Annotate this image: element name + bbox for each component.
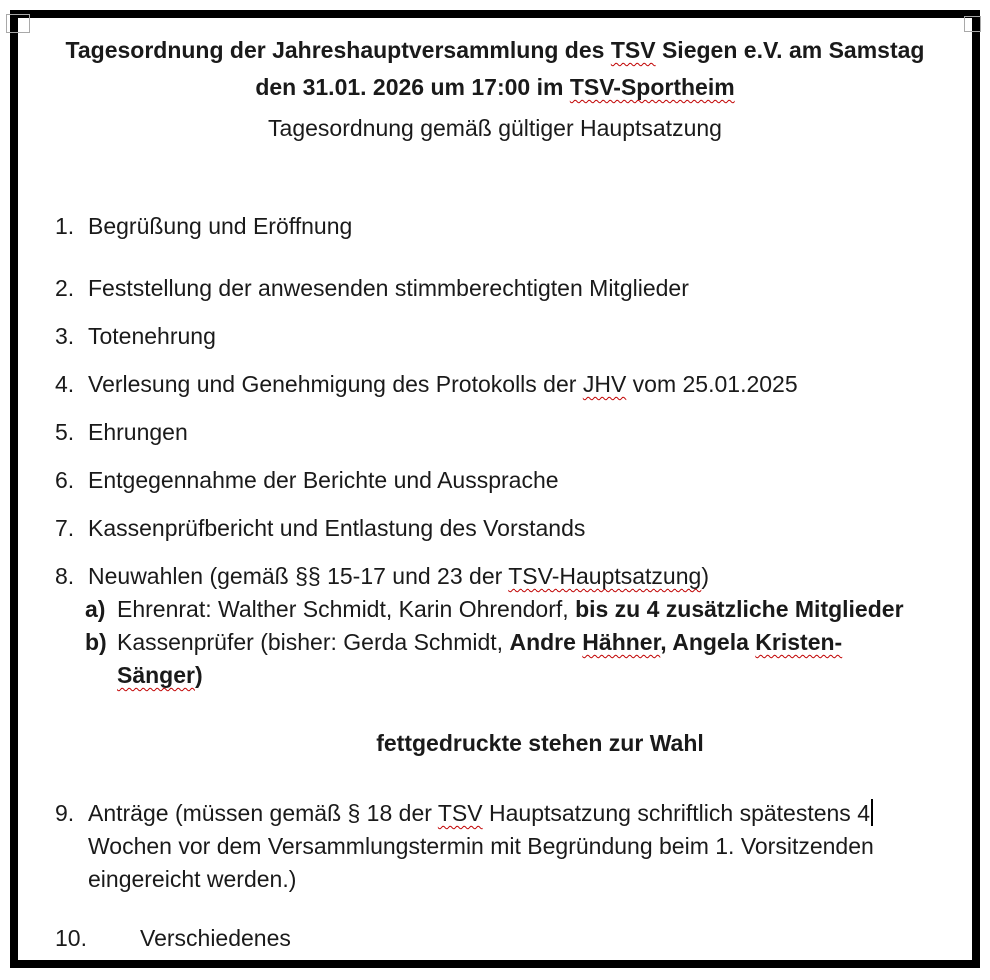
sub-item-text: , (660, 629, 673, 655)
list-item-7 (36, 512, 954, 545)
hauptsatzung-misspelled: TSV-Hauptsatzung (508, 563, 702, 589)
title-text: Tagesordnung der Jahreshauptversammlung des (65, 37, 611, 63)
item-8a-line (85, 593, 954, 626)
item-text: Anträge (müssen gemäß § 18 der (88, 800, 438, 826)
list-item-2 (36, 272, 954, 305)
item-text (88, 368, 954, 401)
candidate-name-bold: Angela (672, 629, 756, 655)
tsv-misspelled: TSV (437, 800, 483, 826)
agenda-list (36, 210, 954, 955)
candidates-bold-text: bis zu 4 zusätzliche Mitglieder (575, 596, 904, 622)
item-number: 4. (55, 371, 75, 397)
title-sportheim-misspelled: TSV-Sportheim (569, 74, 735, 100)
item-text: Hauptsatzung schriftlich spätestens 4 (482, 800, 870, 826)
candidate-name-bold: Andre (509, 629, 583, 655)
list-item-10 (36, 922, 954, 955)
item-text: Entgegennahme der Berichte und Aussprache (88, 467, 559, 493)
kristen-misspelled: Kristen- (755, 629, 843, 655)
list-item-9 (36, 797, 954, 896)
sub-item-text: Kassenprüfer (bisher: Gerda Schmidt, (117, 629, 510, 655)
item-text: Totenehrung (88, 323, 216, 349)
item-text: Feststellung der anwesenden stimmberechtigten Mitglieder (88, 275, 689, 301)
item-text: Neuwahlen (gemäß §§ 15-17 und 23 der (88, 563, 509, 589)
title-text: den 31.01. 2026 um 17:00 im (255, 74, 570, 100)
sub-item-marker-a: a) (85, 596, 106, 622)
item-number: 9. (55, 800, 75, 826)
saenger-misspelled: Sänger (117, 662, 195, 688)
item-text: Ehrungen (88, 419, 188, 445)
item-text (88, 797, 954, 896)
item-number: 6. (55, 467, 75, 493)
item-number: 7. (55, 515, 75, 541)
item-number: 5. (55, 419, 75, 445)
list-item-6 (36, 464, 954, 497)
item-number: 3. (55, 323, 75, 349)
list-item-4 (36, 368, 954, 401)
item-text: Kassenprüfbericht und Entlastung des Vorstands (88, 515, 586, 541)
subtitle: Tagesordnung gemäß gültiger Hauptsatzung (268, 115, 722, 141)
item-text: vom 25.01.2025 (626, 371, 798, 397)
item-number: 10. (55, 925, 87, 951)
item-text (88, 560, 954, 593)
list-item-8 (36, 560, 954, 692)
list-item-1 (36, 210, 954, 243)
jhv-misspelled: JHV (582, 371, 627, 397)
item-8b-continuation-line (117, 659, 954, 692)
title-text: Siegen e.V. am Samstag (655, 37, 925, 63)
election-note: fettgedruckte stehen zur Wahl (376, 730, 704, 756)
agenda-content (18, 18, 972, 960)
item-text: Begrüßung und Eröffnung (88, 213, 353, 239)
sub-item-text: Ehrenrat: Walther Schmidt, Karin Ohrendorf, (117, 596, 576, 622)
sub-item-text (117, 626, 842, 659)
item-9-line-2: Wochen vor dem Versammlungstermin mit Begründung beim 1. Vorsitzenden (88, 833, 874, 859)
item-8b-line (85, 626, 954, 659)
title-tsv-misspelled: TSV (610, 37, 656, 63)
item-text: ) (701, 563, 709, 589)
sub-item-text (117, 593, 904, 626)
list-item-5 (36, 416, 954, 449)
resize-handle-top-left[interactable] (6, 14, 30, 33)
sub-item-marker-b: b) (85, 629, 107, 655)
resize-handle-top-right[interactable] (964, 16, 981, 32)
item-text: Verlesung und Genehmigung des Protokolls der (88, 371, 583, 397)
item-8-main-line (36, 560, 954, 593)
list-item-3 (36, 320, 954, 353)
item-number: 2. (55, 275, 75, 301)
title-line-2 (36, 69, 954, 106)
sub-item-text: ) (194, 662, 203, 688)
item-number: 8. (55, 563, 75, 589)
text-cursor-caret (871, 799, 873, 826)
haehner-misspelled: Hähner (582, 629, 661, 655)
item-text: Verschiedenes (140, 925, 291, 951)
title-line-1 (36, 32, 954, 69)
item-9-line-1 (88, 797, 954, 830)
item-9-line-3: eingereicht werden.) (88, 866, 297, 892)
item-number: 1. (55, 213, 75, 239)
